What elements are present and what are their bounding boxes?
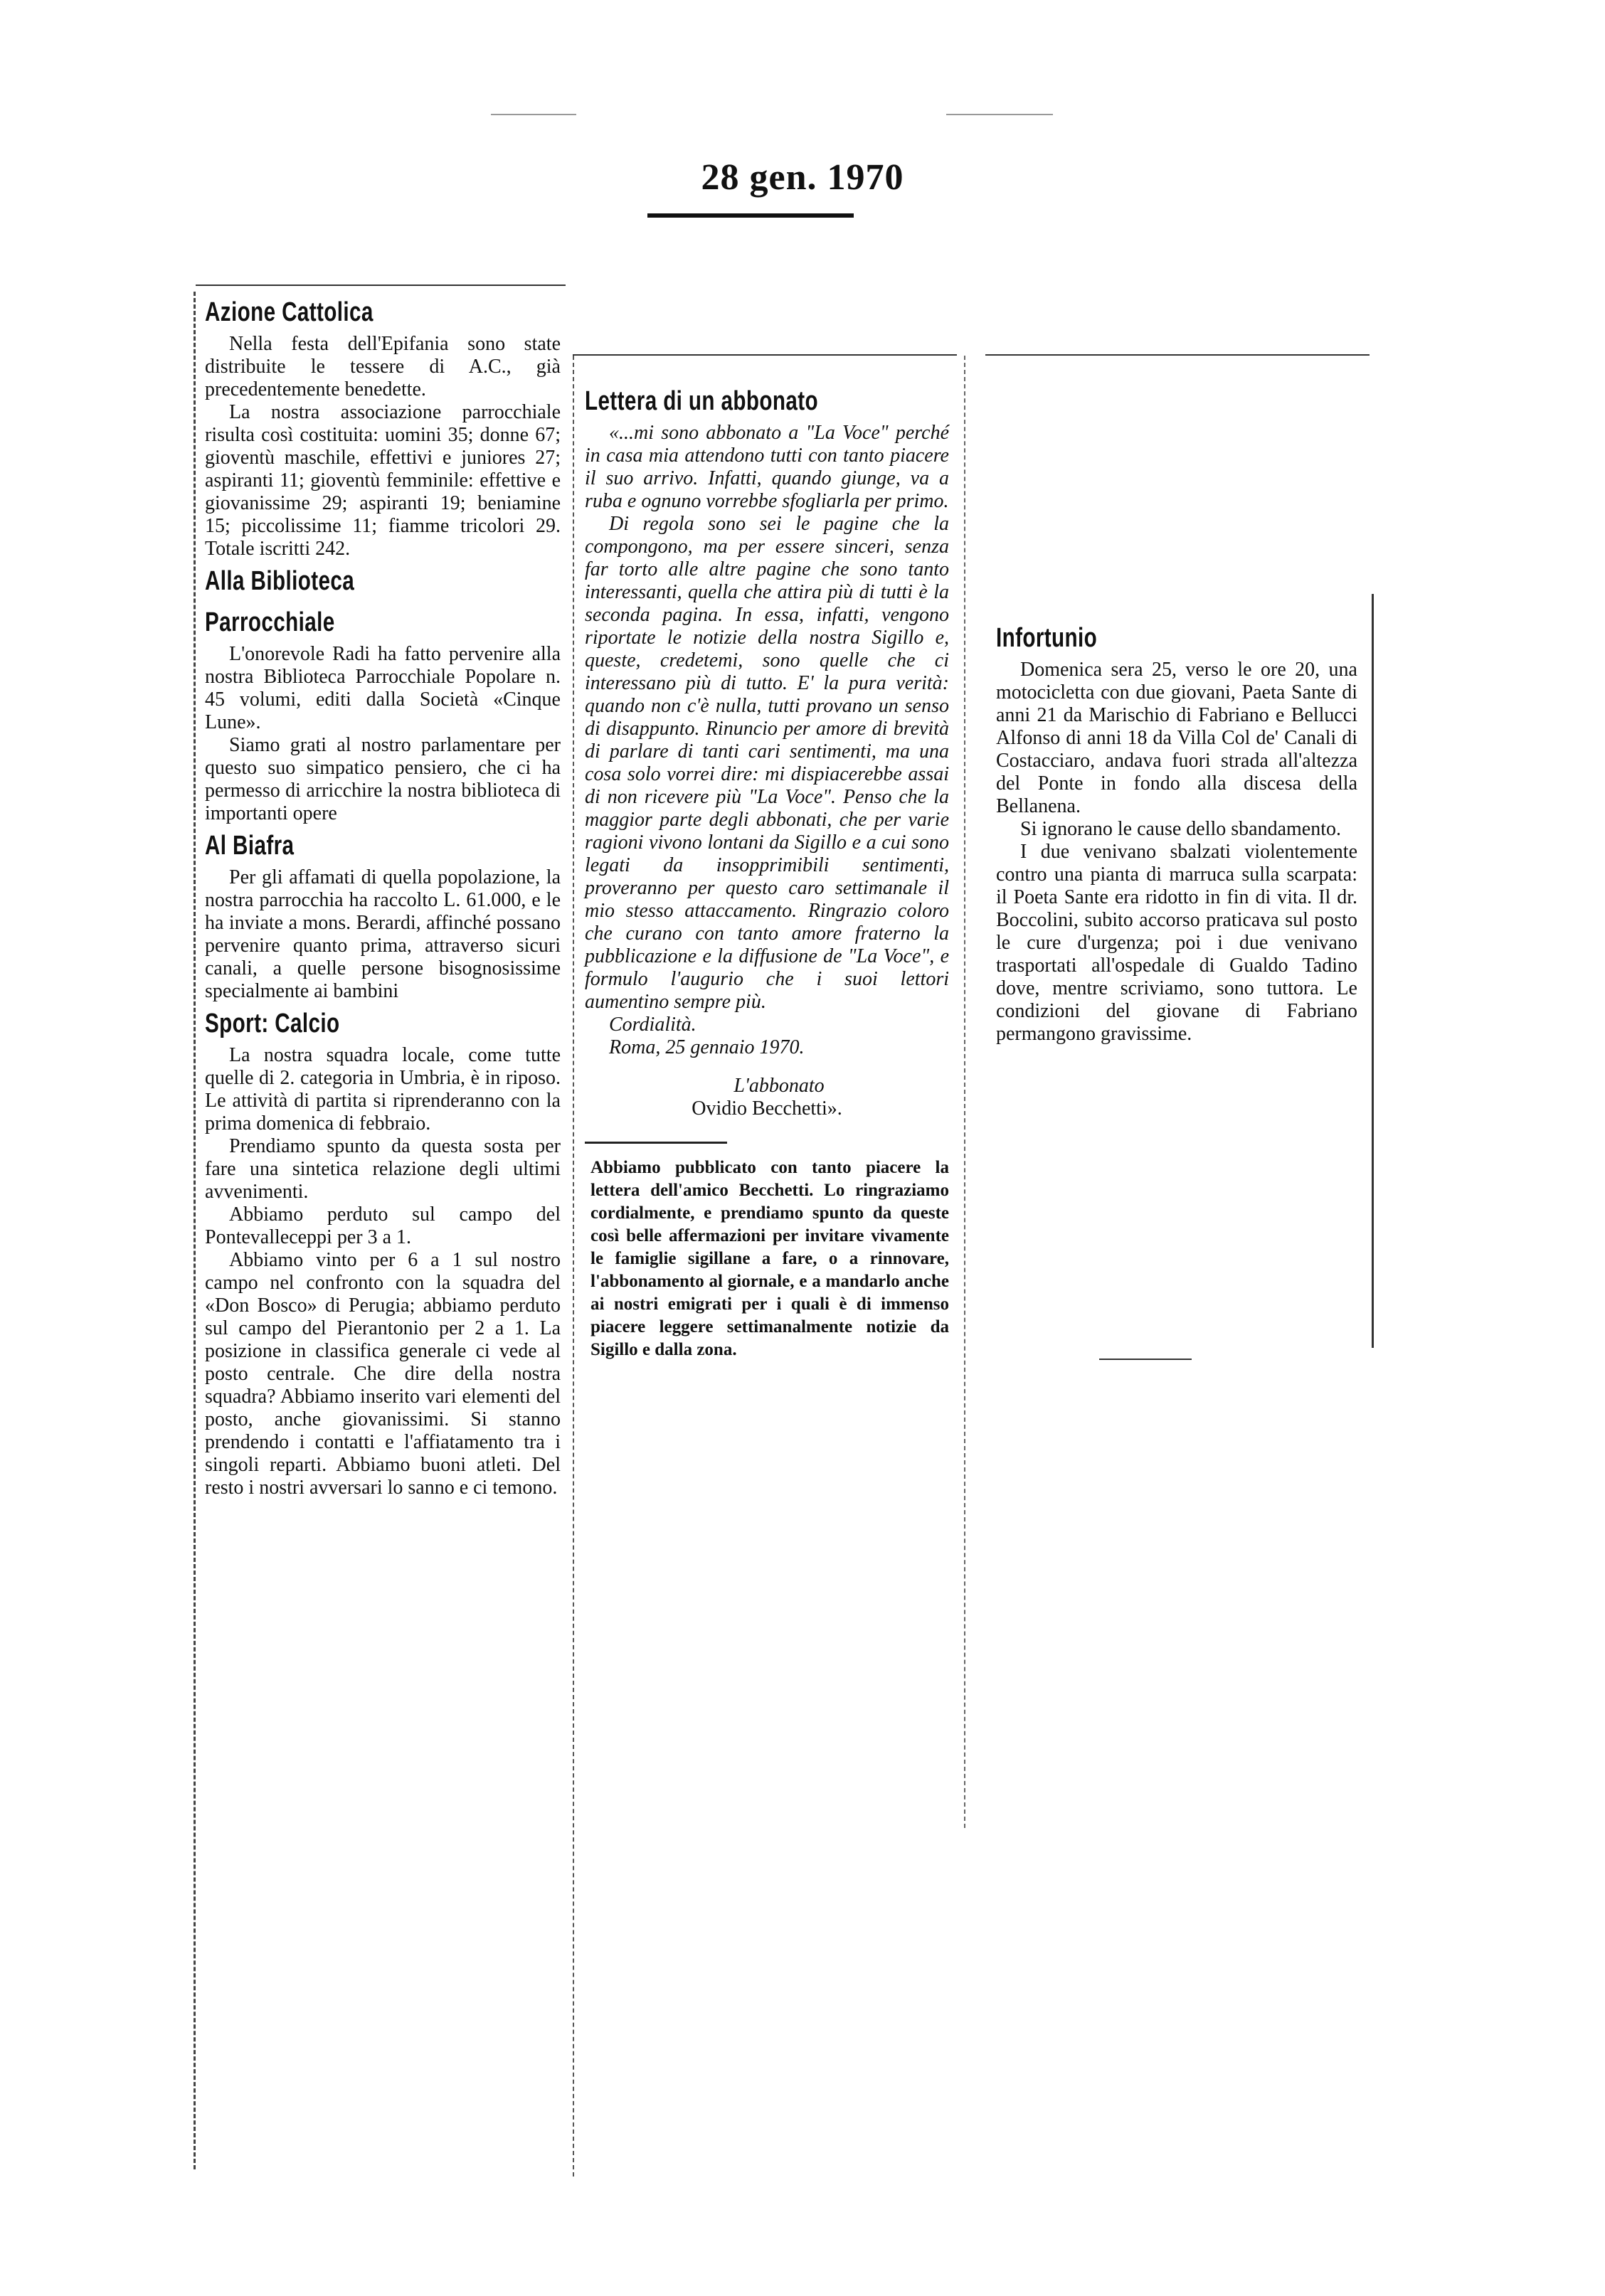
column-bottom-rule (1099, 1359, 1192, 1360)
column-divider (964, 356, 965, 1828)
paragraph: Domenica sera 25, verso le ore 20, una motocicletta con due giovani, Paeta Sante di anni 21 da Marischio di Fabriano e Bellucci Alfonso di anni 18 da Villa Col de' Canali di Costacciaro, andava fuori strada all'altezza del Ponte in fondo alla discesa della Bellanena. (996, 659, 1357, 817)
column-top-rule (196, 285, 566, 286)
paragraph: L'onorevole Radi ha fatto pervenire alla nostra Biblioteca Parrocchiale Popolare n. 45 volumi, editi dalla Società «Cinque Lune». (205, 643, 561, 733)
clipping-edge-left (194, 292, 196, 2169)
signature-name: Ovidio Becchetti». (692, 1097, 842, 1120)
heading-lettera-abbonato: Lettera di un abbonato (585, 386, 819, 416)
paragraph: Nella festa dell'Epifania sono state distribuite le tessere di A.C., già precedentemente benedette. (205, 333, 561, 400)
letter-paragraph: Di regola sono sei le pagine che la compongono, ma per essere sinceri, senza far torto alle altre pagine che sono tanto interessanti, quella che attira più di tutti è la seconda pagina. In essa, infatti, vengono riportate le notizie della nostra Sigillo e, queste, credetemi, sono quelle che ci interessano più di tutto. E' la pura verità: quando non c'è nulla, tutti provano un senso di disappunto. Rinuncio per amore di brevità di parlare di tanti cari sentimenti, ma una cosa solo vorrei dire: mi dispiacerebbe assai di non ricevere più "La Voce". Penso che la maggior parte degli abbonati, che per varie ragioni vivono lontani da Sigillo e a cui sono legati da insopprimibili sentimenti, proveranno per questo caro settimanale il mio stesso attaccamento. Ringrazio coloro che curano con tanto amore fraterno la pubblicazione e la diffusione de "La Voce", e formulo l'augurio che i suoi lettori aumentino sempre più. (585, 513, 949, 1013)
column-letter (585, 381, 949, 1361)
heading-al-biafra: Al Biafra (205, 831, 295, 861)
paragraph: Prendiamo spunto da questa sosta per fare una sintetica relazione degli ultimi avvenimenti. (205, 1135, 561, 1203)
signature-label: L'abbonato (733, 1075, 825, 1097)
paragraph: La nostra associazione parrocchiale risulta così costituita: uomini 35; donne 67; gioventù maschile, effettivi e juniores 27; aspiranti 11; gioventù femminile: effettive e giovanissime 29; aspiranti 19; beniamine 15; piccolissime 11; fiamme tricolori 29. Totale iscritti 242. (205, 401, 561, 560)
heading-alla-biblioteca: Alla Biblioteca (205, 566, 355, 596)
column-divider (573, 356, 574, 2177)
column-right-rule (1372, 594, 1374, 1348)
paragraph: Abbiamo perduto sul campo del Pontevalleceppi per 3 a 1. (205, 1203, 561, 1248)
paragraph: Abbiamo vinto per 6 a 1 sul nostro campo nel confronto con la squadra del «Don Bosco» di Perugia; abbiamo perduto sul campo del Pierantonio per 2 a 1. La posizione in classifica generale ci vede al posto centrale. Che dire della nostra squadra? Abbiamo inserito vari elementi del posto, anche giovanissimi. Si stanno prendendo i contatti e l'affiatamento tra i singoli reparti. Abbiamo buoni atleti. Del resto i nostri avversari lo sanno e ci temono. (205, 1249, 561, 1499)
letter-closing: Cordialità. (609, 1014, 696, 1036)
heading-sport-calcio: Sport: Calcio (205, 1009, 340, 1038)
heading-azione-cattolica: Azione Cattolica (205, 297, 374, 327)
editor-note: Abbiamo pubblicato con tanto piacere la lettera dell'amico Becchetti. Lo ringraziamo cordialmente, e prendiamo spunto da queste così belle affermazioni per invitare vivamente le famiglie sigillane a fare, o a rinnovare, l'abbonamento al giornale, e a mandarlo anche ai nostri emigrati per i quali è di immenso piacere leggere settimanalmente notizie da Sigillo e dalla zona. (590, 1158, 949, 1359)
note-rule (585, 1142, 727, 1144)
letter-paragraph: «...mi sono abbonato a "La Voce" perché in casa mia attendono tutti con tanto piacere il suo arrivo. Infatti, quando giunge, va a ruba e ognuno vorrebbe sfogliarla per primo. (585, 422, 949, 512)
paragraph: Per gli affamati di quella popolazione, la nostra parrocchia ha raccolto L. 61.000, e le ha inviate a mons. Berardi, affinché possano pervenire quanto prima, attraverso sicuri canali, a quelle persone bisognosissime specialmente ai bambini (205, 866, 561, 1002)
heading-parrocchiale: Parrocchiale (205, 607, 335, 637)
top-scratch-mark (946, 114, 1053, 115)
paragraph: La nostra squadra locale, come tutte quelle di 2. categoria in Umbria, è in riposo. Le attività di partita si riprenderanno con la prima domenica di febbraio. (205, 1044, 561, 1134)
page-date: 28 gen. 1970 (701, 157, 904, 198)
column-top-rule (985, 354, 1370, 356)
top-scratch-mark (491, 114, 576, 115)
paragraph: I due venivano sbalzati violentemente contro una pianta di marruca sulla scarpata: il Poeta Sante era ridotto in fin di vita. Il dr. Boccolini, subito accorso praticava sul posto le cure d'urgenza; poi i due venivano trasportati all'ospedale di Gualdo Tadino dove, mentre scriviamo, sono tuttora. Le condizioni del giovane di Fabriano permangono gravissime. (996, 841, 1357, 1045)
paragraph: Si ignorano le cause dello sbandamento. (1020, 818, 1341, 840)
letter-place-date: Roma, 25 gennaio 1970. (609, 1036, 805, 1058)
heading-infortunio: Infortunio (996, 623, 1098, 653)
column-infortunio (996, 617, 1357, 1046)
column-local-news (205, 292, 561, 1499)
column-top-rule (573, 354, 957, 356)
paragraph: Siamo grati al nostro parlamentare per questo suo simpatico pensiero, che ci ha permesso di arricchire la nostra biblioteca di importanti opere (205, 734, 561, 824)
date-underline (647, 213, 854, 218)
